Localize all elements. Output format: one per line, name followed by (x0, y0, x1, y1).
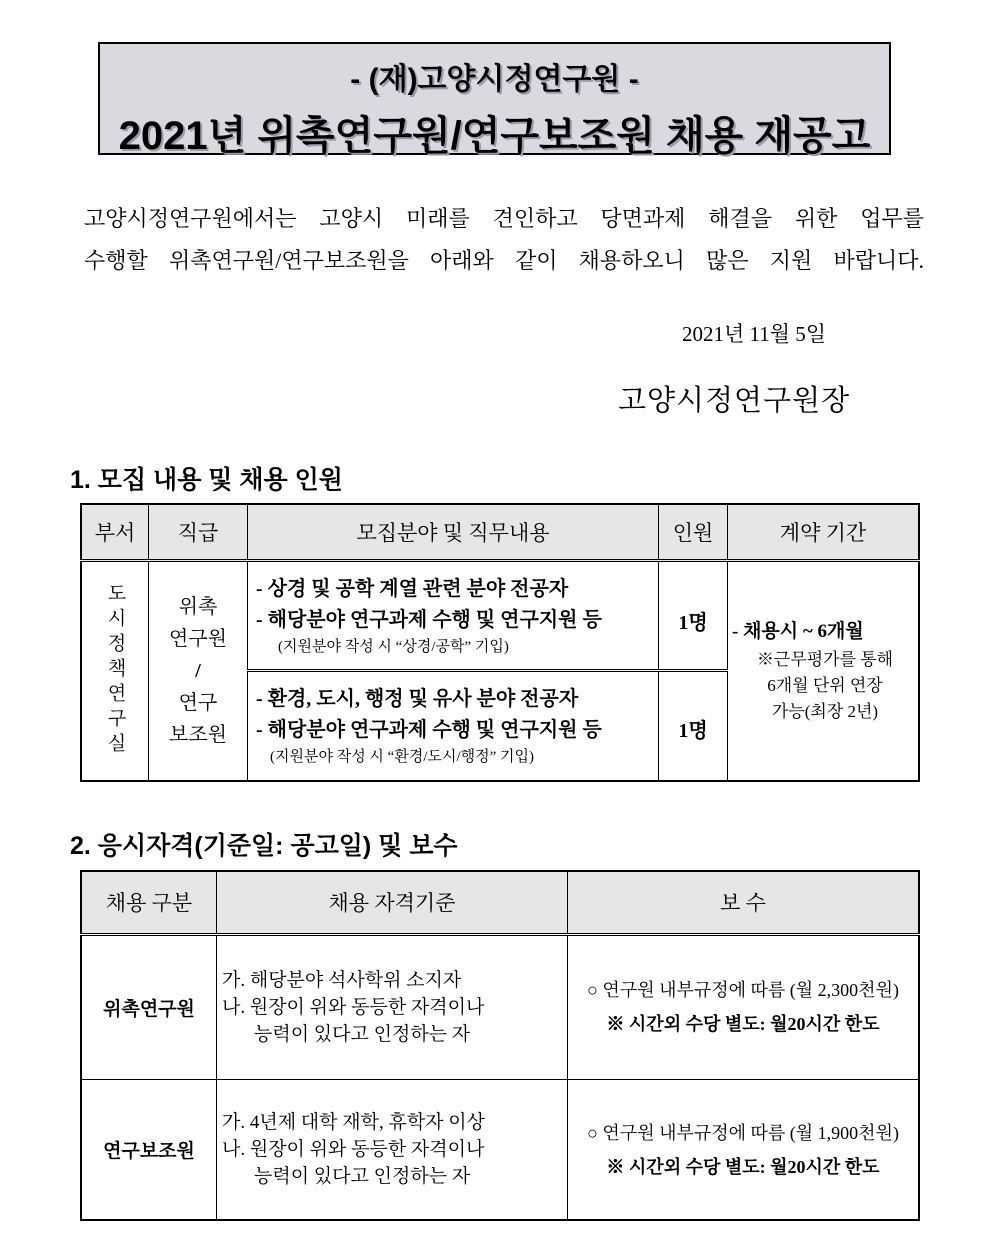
field-line: - 해당분야 연구과제 수행 및 연구지원 등 (256, 718, 602, 741)
pay (568, 934, 920, 1079)
table-row (81, 1080, 919, 1220)
date: 2021년 11월 5일 (682, 322, 827, 346)
department: 도시정책연구실 (81, 561, 149, 781)
title-box (98, 42, 891, 158)
criteria-line: 능력이 있다고 인정하는 자 (254, 1166, 471, 1188)
table-row (81, 934, 919, 1079)
position-line: / (195, 659, 201, 682)
organization-title: - (재)고양시정연구원 - (350, 63, 639, 96)
field-row-2 (248, 671, 659, 781)
field-row-1 (248, 561, 659, 671)
contract-note-line: 가능(최장 2년) (771, 702, 879, 722)
position-line: 연구원 (169, 627, 227, 650)
header-dept: 부서 (81, 504, 149, 561)
criteria (217, 1080, 568, 1220)
section2-heading: 2. 응시자격(기준일: 공고일) 및 보수 (70, 832, 458, 860)
type: 연구보조원 (81, 1080, 217, 1220)
criteria-line: 능력이 있다고 인정하는 자 (254, 1023, 471, 1045)
position-line: 위촉 (178, 595, 218, 618)
header-criteria: 채용 자격기준 (217, 871, 568, 934)
header-count: 인원 (659, 504, 728, 561)
qualification-table (80, 870, 920, 1221)
pay-line: ○ 연구원 내부규정에 따름 (월 1,900천원) (587, 1122, 899, 1143)
header-pay: 보 수 (568, 871, 920, 934)
overtime-line: ※ 시간외 수당 별도: 월20시간 한도 (606, 1156, 880, 1177)
header-position: 직급 (149, 504, 248, 561)
contract-main: - 채용시 ~ 6개월 (732, 621, 864, 643)
contract-period (728, 561, 920, 781)
field-note: (지원분야 작성 시 “상경/공학” 기입) (278, 638, 509, 655)
criteria-line: 가. 해당분야 석사학위 소지자 (222, 969, 462, 991)
criteria (217, 934, 568, 1079)
header-field: 모집분야 및 직무내용 (248, 504, 659, 561)
page-title: 2021년 위촉연구원/연구보조원 채용 재공고 (118, 114, 871, 158)
pay (568, 1080, 920, 1220)
contract-note (732, 647, 918, 725)
field-line: - 환경, 도시, 행정 및 유사 분야 전공자 (256, 687, 579, 710)
contract-note-line: ※근무평가를 통해 (756, 650, 894, 670)
position-line: 보조원 (169, 723, 227, 746)
section1-heading: 1. 모집 내용 및 채용 인원 (70, 466, 343, 494)
criteria-line: 가. 4년제 대학 재학, 휴학자 이상 (222, 1112, 485, 1134)
pay-line: ○ 연구원 내부규정에 따름 (월 2,300천원) (587, 980, 899, 1001)
header-type: 채용 구분 (81, 871, 217, 934)
field-line: - 상경 및 공학 계열 관련 분야 전공자 (256, 577, 569, 600)
header-contract: 계약 기간 (728, 504, 920, 561)
criteria-line: 나. 원장이 위와 동등한 자격이나 (222, 1139, 485, 1161)
type: 위촉연구원 (81, 934, 217, 1079)
contract-note-line: 6개월 단위 연장 (767, 676, 883, 696)
intro-line-1: 고양시정연구원에서는 고양시 미래를 견인하고 당면과제 해결을 위한 업무를 (84, 206, 924, 231)
overtime-line: ※ 시간외 수당 별도: 월20시간 한도 (606, 1014, 880, 1035)
recruitment-table (80, 503, 920, 782)
intro-line-2: 수행할 위촉연구원/연구보조원을 아래와 같이 채용하오니 많은 지원 바랍니다. (84, 248, 924, 273)
count-row-1: 1명 (659, 561, 728, 671)
field-note: (지원분야 작성 시 “환경/도시/행정” 기입) (270, 748, 534, 765)
signer: 고양시정연구원장 (618, 385, 851, 417)
position-line: 연구 (178, 691, 218, 714)
position (149, 561, 248, 781)
criteria-line: 나. 원장이 위와 동등한 자격이나 (222, 996, 485, 1018)
count-row-2: 1명 (659, 671, 728, 781)
field-line: - 해당분야 연구과제 수행 및 연구지원 등 (256, 608, 602, 631)
